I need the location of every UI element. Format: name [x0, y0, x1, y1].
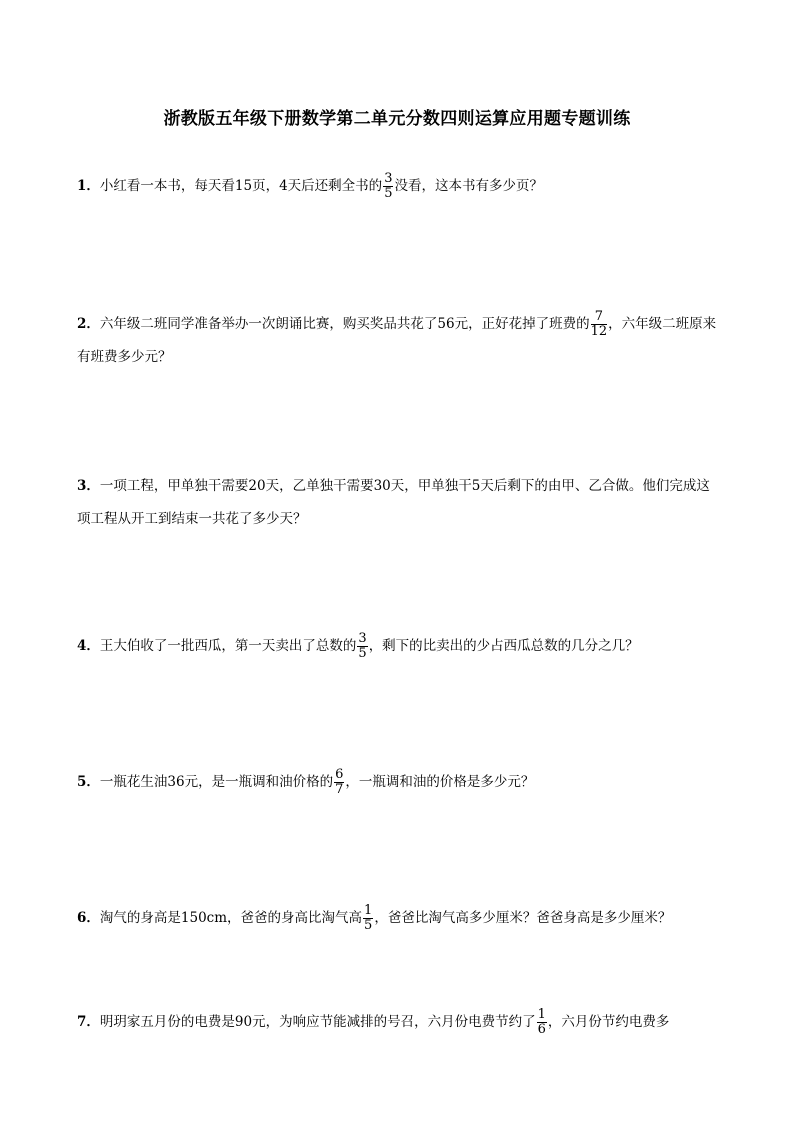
fraction-denominator: 5	[384, 186, 393, 201]
question-text: 小红看一本书，每天看15页，4天后还剩全书的	[99, 178, 383, 194]
fraction	[357, 632, 367, 661]
question-text: 淘气的身高是150cm，爸爸的身高比淘气高	[99, 910, 363, 926]
question-number: 1．	[77, 178, 100, 194]
fraction-denominator: 12	[590, 324, 608, 339]
question-3	[77, 470, 717, 536]
fraction-denominator: 7	[335, 782, 344, 797]
question-text: 明玥家五月份的电费是90元，为响应节能减排的号召，六月份电费节约了	[99, 1014, 536, 1030]
question-text: 王大伯收了一批西瓜，第一天卖出了总数的	[99, 638, 357, 654]
question-text-after: ，一瓶调和油的价格是多少元？	[345, 774, 535, 790]
question-number: 4．	[77, 638, 100, 654]
question-number: 3．	[77, 478, 100, 494]
question-text: 六年级二班同学准备举办一次朗诵比赛，购买奖品共花了56元，正好花掉了班费的	[99, 316, 590, 332]
question-text-after: 没看，这本书有多少页？	[394, 178, 543, 194]
question-7	[77, 1006, 717, 1039]
question-6	[77, 902, 717, 935]
fraction-numerator: 6	[335, 767, 344, 782]
fraction	[537, 1008, 547, 1037]
fraction-numerator: 1	[364, 903, 373, 918]
fraction	[334, 768, 344, 797]
question-text: 一项工程，甲单独干需要20天，乙单独干需要30天，甲单独干5天后剩下的由甲、乙合做。他们完成这项工程从开工到结束一共花了多少天？	[77, 478, 710, 527]
question-text-after: ，六月份节约电费多	[547, 1014, 670, 1030]
question-2	[77, 308, 717, 374]
question-text-after: ，剩下的比卖出的少占西瓜总数的几分之几？	[368, 638, 639, 654]
question-text: 一瓶花生油36元，是一瓶调和油价格的	[99, 774, 334, 790]
question-text-after: ，六年级二班原来有班费多少元？	[77, 316, 717, 365]
fraction-numerator: 1	[537, 1007, 546, 1022]
question-1	[77, 170, 717, 203]
fraction-denominator: 5	[358, 646, 367, 661]
question-number: 7．	[77, 1014, 100, 1030]
question-5	[77, 766, 717, 799]
question-text-after: ，爸爸比淘气高多少厘米？爸爸身高是多少厘米？	[374, 910, 672, 926]
fraction-numerator: 3	[358, 631, 367, 646]
fraction-numerator: 3	[384, 171, 393, 186]
fraction-denominator: 5	[364, 918, 373, 933]
question-4	[77, 630, 717, 663]
question-number: 5．	[77, 774, 100, 790]
question-number: 6．	[77, 910, 100, 926]
fraction-denominator: 6	[537, 1022, 546, 1037]
fraction-numerator: 7	[591, 310, 608, 325]
question-number: 2．	[77, 316, 100, 332]
fraction	[383, 172, 393, 201]
fraction	[591, 310, 608, 339]
fraction	[363, 904, 373, 933]
page-title: 浙教版五年级下册数学第二单元分数四则运算应用题专题训练	[163, 109, 631, 129]
